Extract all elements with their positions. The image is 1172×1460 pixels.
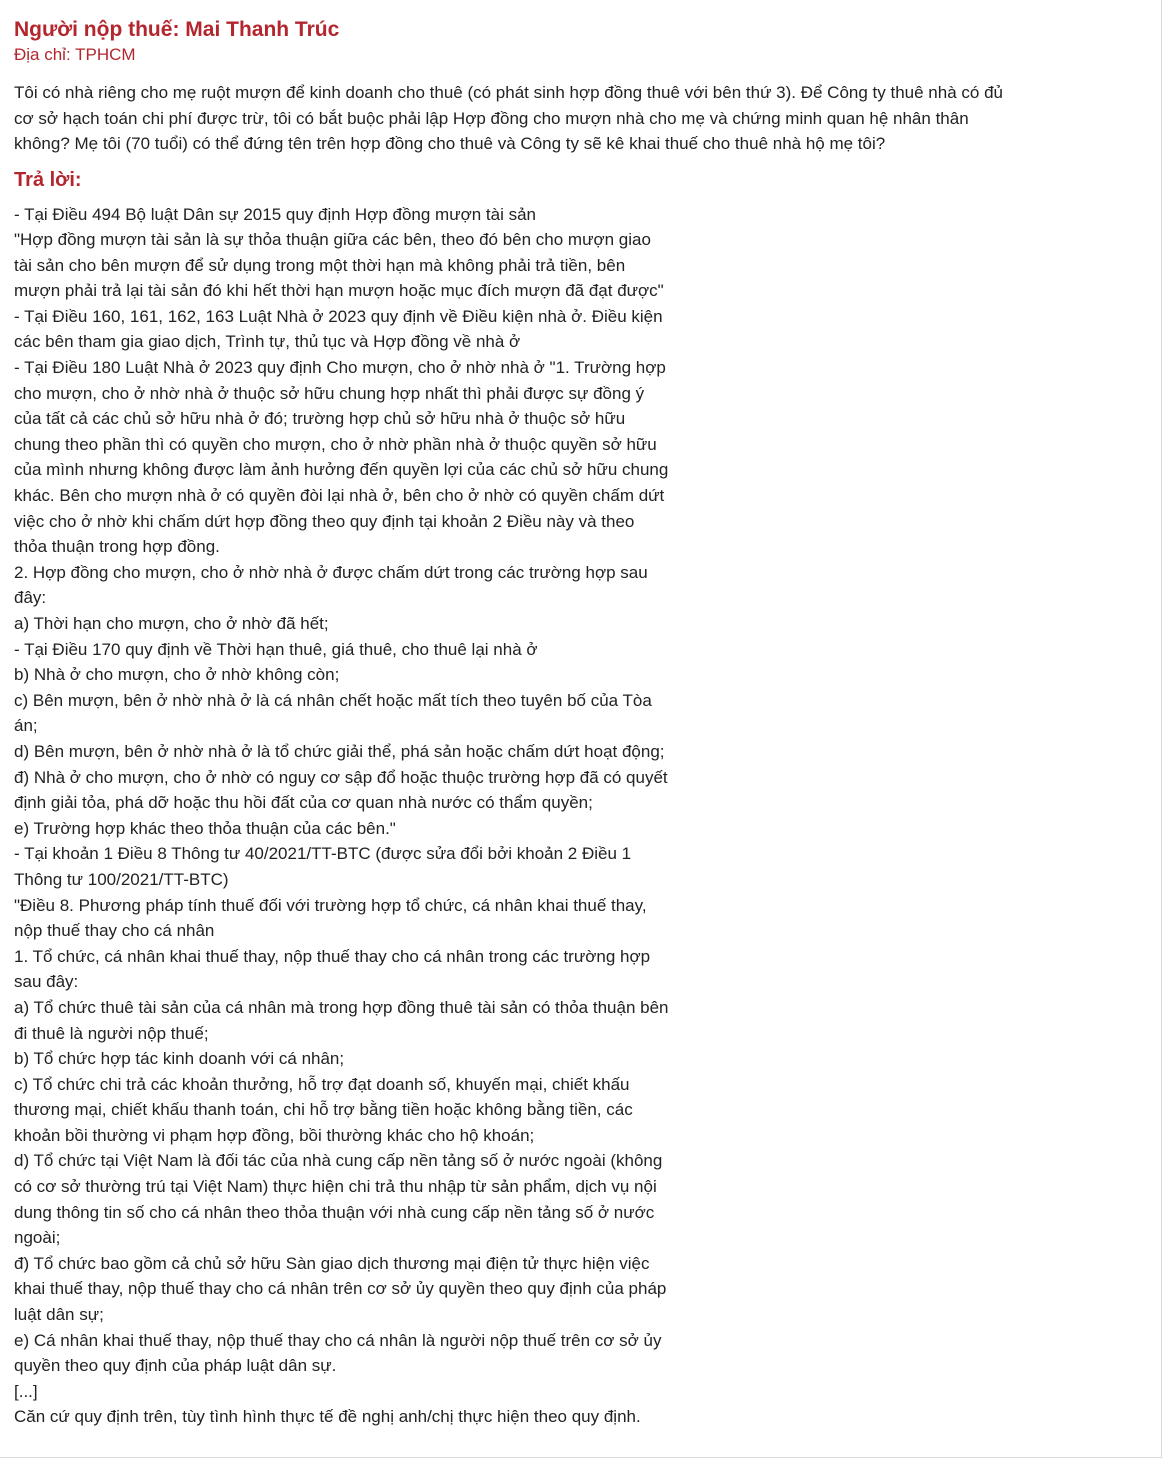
answer-line: cho mượn, cho ở nhờ nhà ở thuộc sở hữu chung hợp nhất thì phải được sự đồng ý bbox=[14, 383, 645, 403]
answer-line: đ) Nhà ở cho mượn, cho ở nhờ có nguy cơ sập đổ hoặc thuộc trường hợp đã có quyết bbox=[14, 767, 668, 787]
answer-line: e) Trường hợp khác theo thỏa thuận của các bên." bbox=[14, 818, 396, 838]
answer-line: quyền theo quy định của pháp luật dân sự. bbox=[14, 1356, 337, 1376]
answer-line: Căn cứ quy định trên, tùy tình hình thực tế đề nghị anh/chị thực hiện theo quy định. bbox=[14, 1407, 641, 1427]
answer-line: định giải tỏa, phá dỡ hoặc thu hồi đất của cơ quan nhà nước có thẩm quyền; bbox=[14, 793, 593, 813]
answer-line: a) Thời hạn cho mượn, cho ở nhờ đã hết; bbox=[14, 614, 329, 633]
answer-line: khai thuế thay, nộp thuế thay cho cá nhân trên cơ sở ủy quyền theo quy định của pháp bbox=[14, 1279, 667, 1299]
answer-line: đi thuê là người nộp thuế; bbox=[14, 1023, 209, 1043]
answer-line: đ) Tổ chức bao gồm cả chủ sở hữu Sàn giao dịch thương mại điện tử thực hiện việc bbox=[14, 1253, 650, 1273]
answer-line: nộp thuế thay cho cá nhân bbox=[14, 921, 215, 941]
answer-line: thỏa thuận trong hợp đồng. bbox=[14, 537, 220, 557]
answer-line: d) Tổ chức tại Việt Nam là đối tác của nhà cung cấp nền tảng số ở nước ngoài (không bbox=[14, 1151, 663, 1171]
answer-line: b) Nhà ở cho mượn, cho ở nhờ không còn; bbox=[14, 665, 340, 685]
answer-line: [...] bbox=[14, 1381, 38, 1401]
answer-line: - Tại Điều 494 Bộ luật Dân sự 2015 quy định Hợp đồng mượn tài sản bbox=[14, 204, 536, 224]
answer-line: a) Tổ chức thuê tài sản của cá nhân mà trong hợp đồng thuê tài sản có thỏa thuận bên bbox=[14, 997, 669, 1017]
answer-line: có cơ sở thường trú tại Việt Nam) thực hiện chi trả thu nhập từ sản phẩm, dịch vụ nội bbox=[14, 1177, 657, 1197]
answer-line: mượn phải trả lại tài sản đó khi hết thời hạn mượn hoặc mục đích mượn đã đạt được" bbox=[14, 281, 664, 301]
answer-line: 1. Tổ chức, cá nhân khai thuế thay, nộp thuế thay cho cá nhân trong các trường hợp bbox=[14, 946, 651, 966]
answer-line: của mình nhưng không được làm ảnh hưởng đến quyền lợi của các chủ sở hữu chung bbox=[14, 460, 669, 480]
answer-line: ngoài; bbox=[14, 1228, 61, 1248]
answer-line: luật dân sự; bbox=[14, 1305, 104, 1325]
qa-article bbox=[14, 16, 1144, 1430]
question-line: không? Mẹ tôi (70 tuổi) có thể đứng tên trên hợp đồng cho thuê và Công ty sẽ kê khai thuế cho thuê nhà hộ mẹ tôi? bbox=[14, 134, 886, 153]
answer-line: các bên tham gia giao dịch, Trình tự, thủ tục và Hợp đồng về nhà ở bbox=[14, 332, 521, 352]
answer-line: c) Tổ chức chi trả các khoản thưởng, hỗ trợ đạt doanh số, khuyến mại, chiết khấu bbox=[14, 1074, 630, 1094]
answer-line: đây: bbox=[14, 588, 47, 608]
question-line: cơ sở hạch toán chi phí được trừ, tôi có bắt buộc phải lập Hợp đồng cho mượn nhà cho mẹ và chứng minh quan hệ nhân thân bbox=[14, 108, 969, 128]
answer-text bbox=[14, 202, 774, 1431]
answer-line: - Tại Điều 170 quy định về Thời hạn thuê, giá thuê, cho thuê lại nhà ở bbox=[14, 639, 538, 659]
answer-line: Thông tư 100/2021/TT-BTC) bbox=[14, 869, 229, 889]
answer-line: b) Tổ chức hợp tác kinh doanh với cá nhân; bbox=[14, 1049, 345, 1069]
answer-line: việc cho ở nhờ khi chấm dứt hợp đồng theo quy định tại khoản 2 Điều này và theo bbox=[14, 511, 635, 531]
answer-line: - Tại Điều 180 Luật Nhà ở 2023 quy định Cho mượn, cho ở nhờ nhà ở "1. Trường hợp bbox=[14, 358, 666, 378]
taxpayer-name: Người nộp thuế: Mai Thanh Trúc bbox=[14, 18, 340, 41]
answer-line: án; bbox=[14, 716, 38, 736]
answer-line: e) Cá nhân khai thuế thay, nộp thuế thay cho cá nhân là người nộp thuế trên cơ sở ủy bbox=[14, 1330, 662, 1350]
answer-line: 2. Hợp đồng cho mượn, cho ở nhờ nhà ở được chấm dứt trong các trường hợp sau bbox=[14, 562, 648, 582]
answer-line: khác. Bên cho mượn nhà ở có quyền đòi lại nhà ở, bên cho ở nhờ có quyền chấm dứt bbox=[14, 486, 665, 506]
answer-line: khoản bồi thường vi phạm hợp đồng, bồi thường khác cho hộ khoán; bbox=[14, 1125, 535, 1145]
answer-line: thương mại, chiết khấu thanh toán, chi hỗ trợ bằng tiền hoặc không bằng tiền, các bbox=[14, 1100, 633, 1120]
question-line: Tôi có nhà riêng cho mẹ ruột mượn để kinh doanh cho thuê (có phát sinh hợp đồng thuê với bên thứ 3). Để Công ty thuê nhà có đủ bbox=[14, 83, 1003, 102]
answer-line: - Tại khoản 1 Điều 8 Thông tư 40/2021/TT-BTC (được sửa đổi bởi khoản 2 Điều 1 bbox=[14, 844, 632, 864]
answer-line: - Tại Điều 160, 161, 162, 163 Luật Nhà ở 2023 quy định về Điều kiện nhà ở. Điều kiện bbox=[14, 306, 663, 326]
answer-line: của tất cả các chủ sở hữu nhà ở đó; trường hợp chủ sở hữu nhà ở thuộc sở hữu bbox=[14, 409, 626, 429]
answer-line: chung theo phần thì có quyền cho mượn, cho ở nhờ phần nhà ở thuộc quyền sở hữu bbox=[14, 434, 657, 454]
answer-line: "Điều 8. Phương pháp tính thuế đối với trường hợp tổ chức, cá nhân khai thuế thay, bbox=[14, 895, 647, 915]
answer-line: d) Bên mượn, bên ở nhờ nhà ở là tổ chức giải thể, phá sản hoặc chấm dứt hoạt động; bbox=[14, 741, 665, 761]
answer-line: sau đây: bbox=[14, 972, 79, 992]
answer-heading: Trả lời: bbox=[14, 168, 82, 191]
taxpayer-address: Địa chỉ: TPHCM bbox=[14, 45, 136, 64]
answer-line: c) Bên mượn, bên ở nhờ nhà ở là cá nhân chết hoặc mất tích theo tuyên bố của Tòa bbox=[14, 690, 652, 710]
answer-line: "Hợp đồng mượn tài sản là sự thỏa thuận giữa các bên, theo đó bên cho mượn giao bbox=[14, 230, 651, 250]
question-text bbox=[14, 80, 1144, 157]
answer-line: dung thông tin số cho cá nhân theo thỏa thuận với nhà cung cấp nền tảng số ở nước bbox=[14, 1202, 655, 1222]
answer-line: tài sản cho bên mượn để sử dụng trong một thời hạn mà không phải trả tiền, bên bbox=[14, 255, 626, 275]
